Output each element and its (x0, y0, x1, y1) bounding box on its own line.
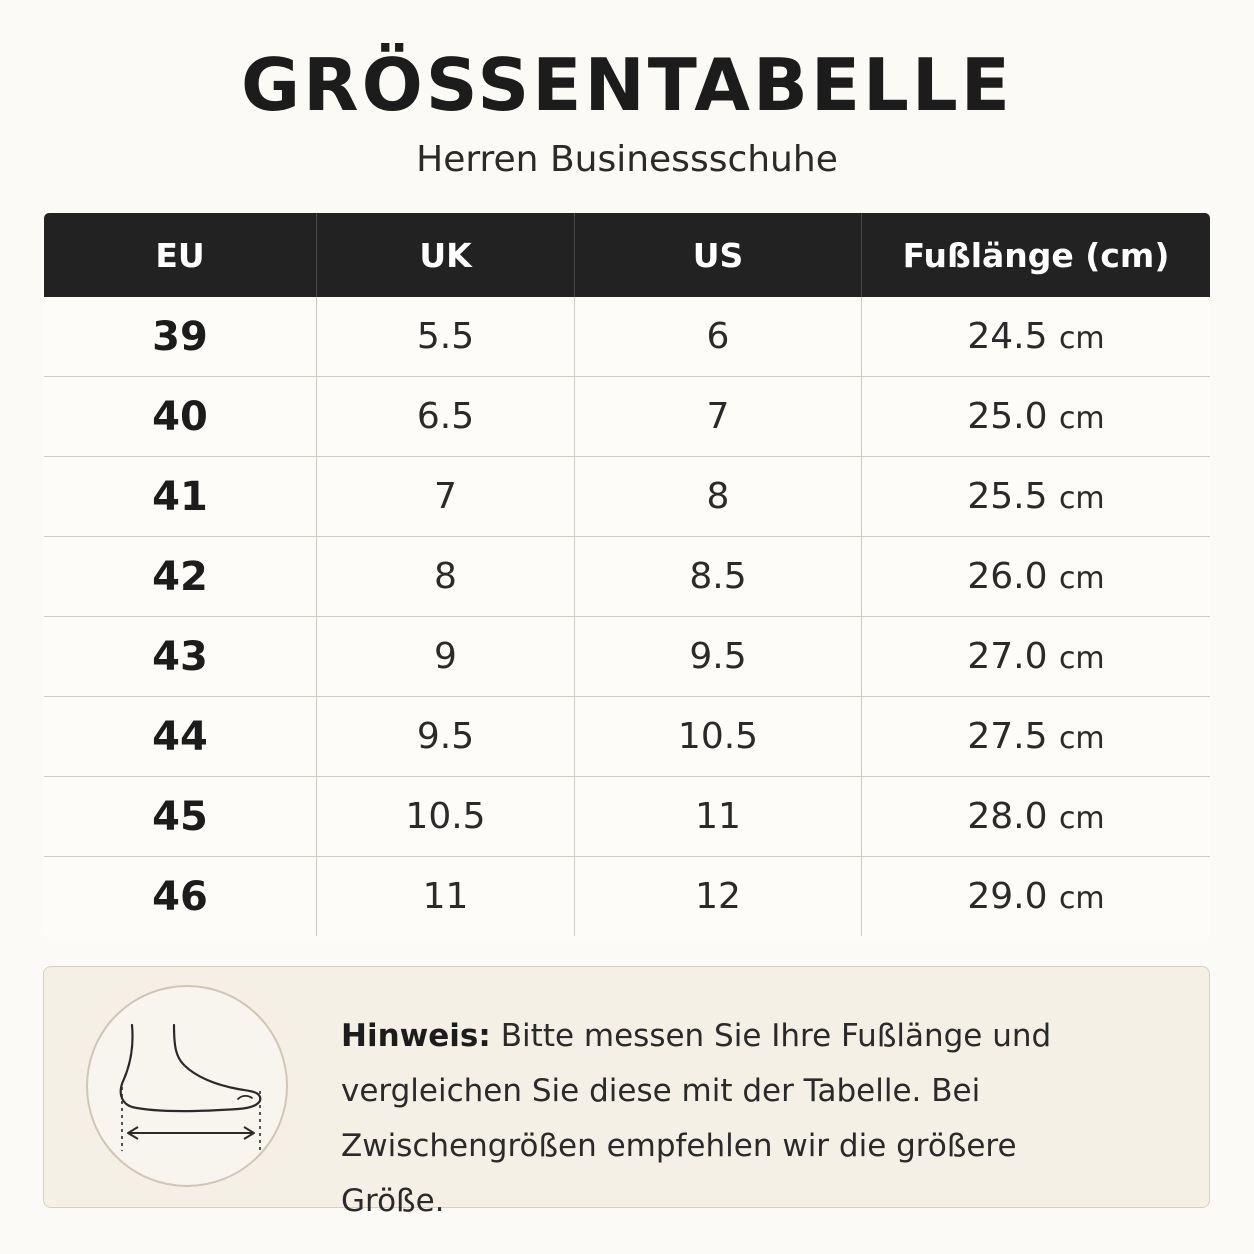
length-value: 27.5 (967, 716, 1048, 757)
note-text (341, 1009, 1101, 1229)
cell-length (862, 457, 1211, 537)
length-unit: cm (1058, 881, 1105, 916)
table-row (44, 777, 1211, 857)
cell-us: 6 (575, 297, 862, 377)
cell-uk: 11 (317, 857, 575, 937)
length-unit: cm (1058, 641, 1105, 676)
header-foot-length: Fußlänge (cm) (862, 213, 1211, 298)
cell-eu: 39 (44, 297, 317, 377)
note-body: Bitte messen Sie Ihre Fußlänge und vergleichen Sie diese mit der Tabelle. Bei Zwischengrößen empfehlen wir die größere Größe. (341, 1018, 1052, 1219)
length-unit: cm (1058, 721, 1105, 756)
length-value: 24.5 (967, 316, 1048, 357)
note-label: Hinweis: (341, 1018, 491, 1054)
cell-length (862, 857, 1211, 937)
length-value: 25.0 (967, 396, 1048, 437)
cell-us: 11 (575, 777, 862, 857)
cell-uk: 7 (317, 457, 575, 537)
cell-eu: 41 (44, 457, 317, 537)
cell-eu: 42 (44, 537, 317, 617)
length-value: 25.5 (967, 476, 1048, 517)
table-row (44, 377, 1211, 457)
cell-us: 8 (575, 457, 862, 537)
foot-illustration (88, 987, 286, 1185)
cell-us: 7 (575, 377, 862, 457)
table-row (44, 457, 1211, 537)
cell-uk: 8 (317, 537, 575, 617)
table-row (44, 297, 1211, 377)
cell-uk: 6.5 (317, 377, 575, 457)
length-value: 26.0 (967, 556, 1048, 597)
table-header-row (44, 213, 1211, 298)
cell-uk: 9 (317, 617, 575, 697)
length-unit: cm (1058, 801, 1105, 836)
page-title: GRÖSSENTABELLE (241, 43, 1013, 127)
page-subtitle: Herren Businessschuhe (416, 139, 838, 180)
size-table (43, 212, 1211, 937)
table-header (44, 213, 1211, 298)
cell-eu: 44 (44, 697, 317, 777)
cell-length (862, 297, 1211, 377)
foot-measure-icon (86, 985, 288, 1187)
header-eu: EU (44, 213, 317, 298)
cell-eu: 46 (44, 857, 317, 937)
cell-uk: 5.5 (317, 297, 575, 377)
table-row (44, 697, 1211, 777)
cell-length (862, 777, 1211, 857)
cell-length (862, 537, 1211, 617)
cell-us: 9.5 (575, 617, 862, 697)
cell-length (862, 697, 1211, 777)
length-unit: cm (1058, 481, 1105, 516)
length-unit: cm (1058, 401, 1105, 436)
length-value: 28.0 (967, 796, 1048, 837)
header-uk: UK (317, 213, 575, 298)
length-unit: cm (1058, 321, 1105, 356)
length-value: 27.0 (967, 636, 1048, 677)
length-unit: cm (1058, 561, 1105, 596)
cell-us: 10.5 (575, 697, 862, 777)
cell-length (862, 377, 1211, 457)
cell-us: 12 (575, 857, 862, 937)
cell-uk: 9.5 (317, 697, 575, 777)
note-box (43, 966, 1210, 1219)
length-value: 29.0 (967, 876, 1048, 917)
table-row (44, 537, 1211, 617)
cell-eu: 45 (44, 777, 317, 857)
header-us: US (575, 213, 862, 298)
cell-eu: 43 (44, 617, 317, 697)
cell-uk: 10.5 (317, 777, 575, 857)
cell-length (862, 617, 1211, 697)
cell-us: 8.5 (575, 537, 862, 617)
table-body (44, 297, 1211, 937)
table-row (44, 617, 1211, 697)
cell-eu: 40 (44, 377, 317, 457)
table-row (44, 857, 1211, 937)
